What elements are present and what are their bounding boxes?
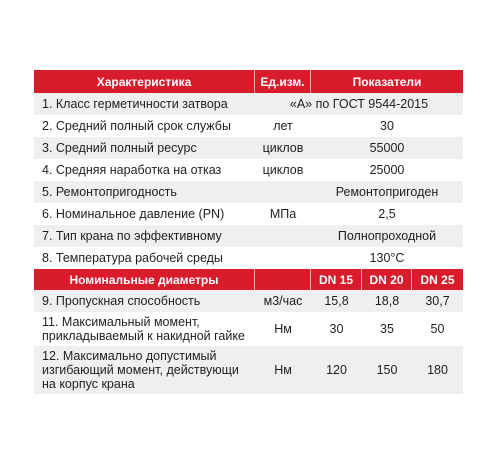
- row-unit: МПа: [269, 207, 297, 221]
- row-name: 8. Температура рабочей среды: [42, 251, 223, 265]
- header-unit: Ед.изм.: [255, 70, 311, 93]
- row-value: 55000: [369, 141, 405, 155]
- row-unit: циклов: [262, 163, 304, 177]
- row-unit: [255, 247, 311, 269]
- row-unit: лет: [273, 119, 293, 133]
- table-row: [34, 181, 463, 203]
- row-unit: Нм: [274, 363, 292, 377]
- row-value-dn25: 50: [430, 322, 445, 336]
- table-row: [34, 346, 463, 394]
- row-unit: [255, 181, 311, 203]
- row-unit: [255, 225, 311, 247]
- row-unit: циклов: [262, 141, 304, 155]
- row-name: 5. Ремонтопригодность: [42, 185, 177, 199]
- row-value-dn25: 180: [427, 363, 448, 377]
- table-row: [34, 247, 463, 269]
- row-value-dn20: 35: [380, 322, 394, 336]
- row-value-dn20: 18,8: [374, 294, 400, 308]
- row-value-dn15: 30: [329, 322, 344, 336]
- row-unit: Нм: [274, 322, 292, 336]
- row-name: 2. Средний полный срок службы: [42, 119, 231, 133]
- header-characteristic: Характеристика: [34, 70, 255, 93]
- row-name: 6. Номинальное давление (PN): [42, 207, 225, 221]
- diameters-header: [34, 269, 463, 290]
- row-name: 1. Класс герметичности затвора: [42, 97, 228, 111]
- table-row: [34, 159, 463, 181]
- row-value-dn20: 150: [376, 363, 398, 377]
- table-header: [34, 70, 463, 93]
- table-row: [34, 93, 463, 115]
- table-row: [34, 137, 463, 159]
- row-name: 11. Максимальный момент, прикладываемый к накидной гайке: [42, 315, 245, 343]
- row-value: 25000: [369, 163, 405, 177]
- diameters-spacer: [255, 269, 311, 290]
- table-row: [34, 290, 463, 312]
- row-value: «А» по ГОСТ 9544-2015: [289, 97, 429, 111]
- row-value: 30: [380, 119, 394, 133]
- table-row: [34, 312, 463, 346]
- row-name: 4. Средняя наработка на отказ: [42, 163, 222, 177]
- row-value-dn15: 120: [326, 363, 347, 377]
- row-name: 7. Тип крана по эффективному: [42, 229, 222, 243]
- table-row: [34, 203, 463, 225]
- dn15-header: DN 15: [311, 269, 362, 290]
- row-name: 3. Средний полный ресурс: [42, 141, 197, 155]
- row-value-dn25: 30,7: [425, 294, 450, 308]
- row-name: 9. Пропускная способность: [42, 294, 201, 308]
- row-value: Ремонтопригоден: [335, 185, 439, 199]
- specs-table: [34, 70, 463, 394]
- row-value: 2,5: [378, 207, 396, 221]
- dn25-header: DN 25: [420, 272, 455, 287]
- table-row: [34, 115, 463, 137]
- diameters-title: Номинальные диаметры: [34, 269, 255, 290]
- header-values: Показатели: [352, 74, 422, 89]
- row-value-dn15: 15,8: [324, 294, 349, 308]
- row-value: Полнопроходной: [337, 229, 437, 243]
- table-row: [34, 225, 463, 247]
- row-name: 12. Максимально допустимый изгибающий момент, действующи на корпус крана: [42, 349, 239, 391]
- row-unit: м3/час: [263, 294, 303, 308]
- dn20-header: DN 20: [362, 269, 412, 290]
- row-value: 130°C: [369, 251, 405, 265]
